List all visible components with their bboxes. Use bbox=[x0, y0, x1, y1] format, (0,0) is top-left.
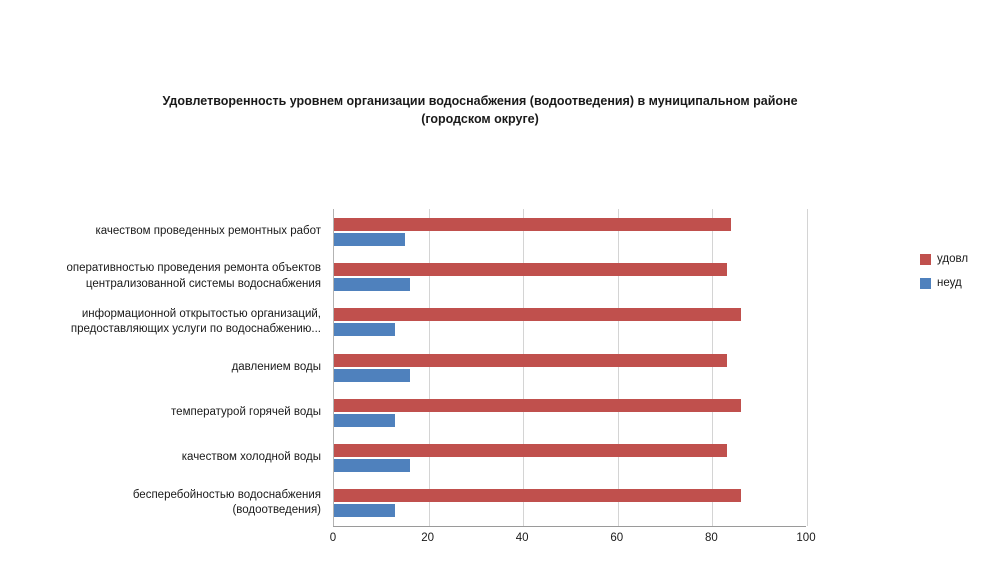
chart-legend bbox=[920, 253, 968, 301]
y-axis-category-label-line: качеством холодной воды bbox=[181, 451, 321, 464]
x-tick-label: 80 bbox=[704, 532, 718, 544]
y-axis-category-label-line: предоставляющих услуги по водоснабжению... bbox=[70, 323, 321, 336]
chart-title-line-2: (городском округе) bbox=[421, 112, 539, 127]
chart-title-line-1: Удовлетворенность уровнем организации водоснабжения (водоотведения) в муниципальном районе bbox=[162, 94, 798, 108]
y-axis-category-label-line: оперативностью проведения ремонта объектов bbox=[66, 262, 321, 275]
bar-udovl bbox=[334, 263, 727, 276]
bar-neud bbox=[334, 369, 410, 382]
bar-udovl bbox=[334, 218, 731, 231]
y-axis-category-label-line: бесперебойностью водоснабжения bbox=[132, 488, 321, 501]
bar-udovl bbox=[334, 489, 741, 502]
y-axis-category-label bbox=[11, 307, 321, 338]
legend-label-neud: неуд bbox=[937, 277, 962, 289]
x-tick-label: 0 bbox=[329, 532, 337, 544]
y-axis-category-label bbox=[11, 405, 321, 421]
grid-line bbox=[429, 209, 430, 526]
bar-neud bbox=[334, 459, 410, 472]
chart-title bbox=[90, 92, 870, 128]
y-axis-category-label bbox=[11, 224, 321, 240]
legend-item-neud bbox=[920, 277, 968, 289]
grid-line bbox=[523, 209, 524, 526]
y-axis-category-label-line: давлением воды bbox=[231, 360, 321, 373]
y-axis-category-label bbox=[11, 261, 321, 292]
bar-neud bbox=[334, 233, 405, 246]
bar-udovl bbox=[334, 444, 727, 457]
y-axis-category-label-line: информационной открытостью организаций, bbox=[81, 307, 321, 320]
y-axis-category-label bbox=[11, 360, 321, 376]
grid-line bbox=[618, 209, 619, 526]
bar-neud bbox=[334, 278, 410, 291]
x-tick-label: 100 bbox=[796, 532, 816, 544]
y-axis-category-label bbox=[11, 450, 321, 466]
legend-swatch-neud bbox=[920, 278, 931, 289]
grid-line bbox=[807, 209, 808, 526]
legend-label-udovl: удовл bbox=[937, 253, 969, 265]
bar-udovl bbox=[334, 354, 727, 367]
x-tick-label: 40 bbox=[515, 532, 529, 544]
bar-udovl bbox=[334, 399, 741, 412]
bar-neud bbox=[334, 323, 395, 336]
y-axis-category-label-line: централизованной системы водоснабжения bbox=[85, 277, 321, 290]
x-tick-label: 20 bbox=[421, 532, 434, 544]
y-axis-category-label-line: температурой горячей воды bbox=[171, 406, 321, 419]
grid-line bbox=[712, 209, 713, 526]
y-axis-category-label-line: качеством проведенных ремонтных работ bbox=[95, 224, 321, 237]
bar-neud bbox=[334, 504, 395, 517]
y-axis-category-label bbox=[11, 488, 321, 519]
x-axis-line bbox=[333, 526, 806, 527]
x-tick-label: 60 bbox=[610, 532, 624, 544]
legend-swatch-udovl bbox=[920, 254, 931, 265]
y-axis-category-label-line: (водоотведения) bbox=[232, 504, 321, 517]
bar-neud bbox=[334, 414, 395, 427]
legend-item-udovl bbox=[920, 253, 968, 265]
plot-area bbox=[333, 209, 806, 526]
bar-udovl bbox=[334, 308, 741, 321]
